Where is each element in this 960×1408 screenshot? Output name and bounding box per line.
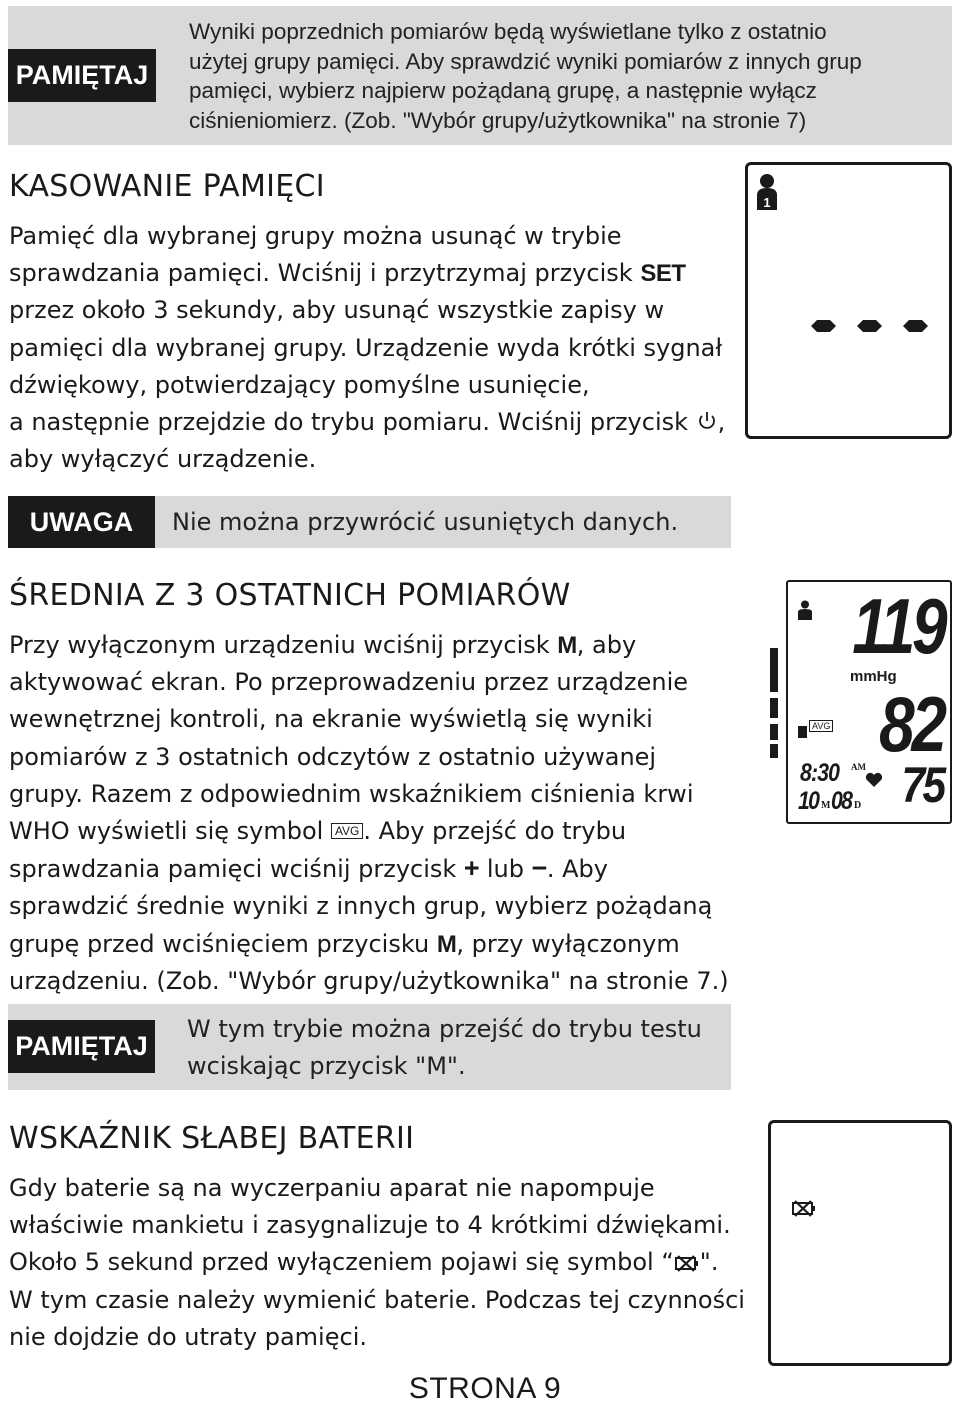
clear-memory-line-5: dźwiękowy, potwierdzający pomyślne usunięcie, bbox=[9, 370, 590, 399]
average-line-9-text: grupę przed wciśnięciem przycisku bbox=[9, 929, 437, 958]
diastolic-value: 82 bbox=[879, 680, 944, 768]
month-label: M bbox=[821, 800, 831, 811]
avg-symbol: AVG bbox=[331, 823, 363, 839]
avg-lcd-label: AVG bbox=[809, 720, 833, 732]
lcd-low-battery-icon bbox=[791, 1199, 817, 1217]
average-line-2: aktywować ekran. Po przeprowadzeniu przez urządzenie bbox=[9, 668, 689, 697]
average-line-4: pomiarów z 3 ostatnich odczytów z ostatnio używanej bbox=[9, 742, 657, 771]
battery-line-3-text: Około 5 sekund przed wyłączeniem pojawi się symbol “ bbox=[9, 1248, 674, 1277]
average-line-1-end: , aby bbox=[576, 631, 637, 659]
top-note-text bbox=[189, 17, 862, 135]
systolic-value: 119 bbox=[851, 582, 944, 670]
battery-line-4: W tym czasie należy wymienić baterie. Podczas tej czynności bbox=[9, 1285, 745, 1314]
dash-segment-1 bbox=[811, 320, 836, 332]
user-icon bbox=[798, 600, 812, 620]
clear-memory-line-6 bbox=[9, 404, 725, 441]
average-line-7 bbox=[9, 850, 729, 888]
avg-indicator-block bbox=[798, 726, 807, 738]
average-line-7-mid: lub bbox=[479, 855, 532, 884]
time-value: 8:30 bbox=[800, 759, 840, 787]
low-battery-icon bbox=[674, 1254, 700, 1272]
lcd-low-battery bbox=[768, 1120, 952, 1366]
battery-line-1: Gdy baterie są na wyczerpaniu aparat nie napompuje bbox=[9, 1174, 655, 1202]
dash-segment-3 bbox=[903, 320, 928, 332]
clear-memory-line-2 bbox=[9, 255, 725, 292]
average-line-9 bbox=[9, 926, 729, 963]
clear-memory-paragraph bbox=[9, 218, 725, 478]
top-note-line-2: użytej grupy pamięci. Aby sprawdzić wyniki pomiarów z innych grup bbox=[189, 48, 862, 74]
user-1-icon bbox=[756, 173, 778, 211]
top-note-line-4: ciśnieniomierz. (Zob. "Wybór grupy/użytkownika" na stronie 7) bbox=[189, 107, 807, 133]
average-line-5: grupy. Razem z odpowiednim wskaźnikiem ciśnienia krwi bbox=[9, 779, 694, 808]
average-paragraph bbox=[9, 627, 729, 1000]
clear-memory-line-7: aby wyłączyć urządzenie. bbox=[9, 445, 317, 474]
clear-memory-line-6-text: a następnie przejdzie do trybu pomiaru. Wciśnij przycisk bbox=[9, 408, 696, 437]
dash-segments bbox=[745, 311, 952, 341]
month-value: 10 bbox=[798, 787, 819, 815]
minus-key-label: − bbox=[531, 853, 547, 884]
dash-segment-2 bbox=[857, 320, 882, 332]
bottom-note-tag: PAMIĘTAJ bbox=[8, 1020, 155, 1073]
top-note-line-3: pamięci, wybierz najpierw pożądaną grupę, a następnie wyłącz bbox=[189, 78, 817, 103]
pulse-value: 75 bbox=[901, 757, 944, 813]
who-indicator-bar-4 bbox=[770, 744, 778, 758]
battery-line-3-end: ". bbox=[699, 1248, 719, 1277]
unit-label: mmHg bbox=[850, 668, 897, 685]
user-number: 1 bbox=[763, 195, 771, 210]
bottom-note-line-2: wciskając przycisk "M". bbox=[187, 1052, 466, 1080]
battery-line-5: nie dojdzie do utraty pamięci. bbox=[9, 1322, 367, 1351]
average-line-6-text: WHO wyświetli się symbol bbox=[9, 817, 331, 846]
who-indicator-bar-2 bbox=[770, 698, 778, 718]
average-line-10: urządzeniu. (Zob. "Wybór grupy/użytkownika" na stronie 7.) bbox=[9, 966, 729, 995]
clear-memory-heading: KASOWANIE PAMIĘCI bbox=[9, 169, 325, 204]
average-line-8: sprawdzić średnie wyniki z innych grup, wybierz pożądaną bbox=[9, 892, 713, 921]
average-line-1 bbox=[9, 627, 729, 664]
m-key-label-2: M bbox=[436, 930, 457, 958]
warning-tag: UWAGA bbox=[8, 496, 155, 548]
top-note-line-1: Wyniki poprzednich pomiarów będą wyświetlane tylko z ostatnio bbox=[189, 19, 827, 44]
who-indicator-bar-3 bbox=[770, 724, 778, 740]
clear-memory-line-2-text: sprawdzania pamięci. Wciśnij i przytrzymaj przycisk bbox=[9, 259, 641, 288]
clear-memory-line-1: Pamięć dla wybranej grupy można usunąć w trybie bbox=[9, 222, 622, 250]
lcd-cleared-memory bbox=[745, 162, 952, 439]
who-indicator-bar-1 bbox=[770, 648, 778, 692]
average-heading: ŚREDNIA Z 3 OSTATNICH POMIARÓW bbox=[9, 578, 571, 613]
top-note-tag: PAMIĘTAJ bbox=[8, 49, 156, 102]
lcd-average-screen bbox=[786, 580, 952, 824]
power-icon bbox=[696, 410, 718, 432]
battery-heading: WSKAŹNIK SŁABEJ BATERII bbox=[9, 1121, 415, 1156]
average-line-9-end: , przy wyłączonym bbox=[456, 929, 680, 958]
battery-paragraph bbox=[9, 1170, 745, 1356]
clear-memory-line-4: pamięci dla wybranej grupy. Urządzenie wyda krótki sygnał bbox=[9, 333, 723, 362]
average-line-7-end: . Aby bbox=[546, 855, 608, 884]
average-line-3: wewnętrznej kontroli, na ekranie wyświetlą się wyniki bbox=[9, 705, 653, 734]
bottom-note-text bbox=[187, 1011, 702, 1085]
bottom-note-line-1: W tym trybie można przejść do trybu testu bbox=[187, 1015, 702, 1043]
day-label: D bbox=[854, 800, 862, 811]
day-value: 08 bbox=[831, 787, 852, 815]
battery-line-2: właściwie mankietu i zasygnalizuje to 4 krótkimi dźwiękami. bbox=[9, 1211, 731, 1240]
average-line-6-end: . Aby przejść do trybu bbox=[363, 817, 627, 846]
average-line-1-text: Przy wyłączonym urządzeniu wciśnij przycisk bbox=[9, 631, 558, 659]
page-number: STRONA 9 bbox=[408, 1372, 562, 1405]
clear-memory-line-6-end: , bbox=[717, 408, 726, 437]
battery-line-3 bbox=[9, 1244, 745, 1281]
average-line-6 bbox=[9, 813, 729, 850]
m-key-label: M bbox=[557, 632, 577, 659]
average-line-7-text: sprawdzania pamięci wciśnij przycisk bbox=[9, 855, 464, 884]
heart-icon bbox=[865, 772, 883, 788]
plus-key-label: + bbox=[463, 853, 480, 884]
warning-text: Nie można przywrócić usuniętych danych. bbox=[172, 508, 679, 536]
ampm-label: AM bbox=[851, 762, 866, 772]
set-key-label: SET bbox=[640, 260, 686, 288]
clear-memory-line-3: przez około 3 sekundy, aby usunąć wszystkie zapisy w bbox=[9, 296, 665, 325]
lcd-average bbox=[768, 580, 952, 824]
